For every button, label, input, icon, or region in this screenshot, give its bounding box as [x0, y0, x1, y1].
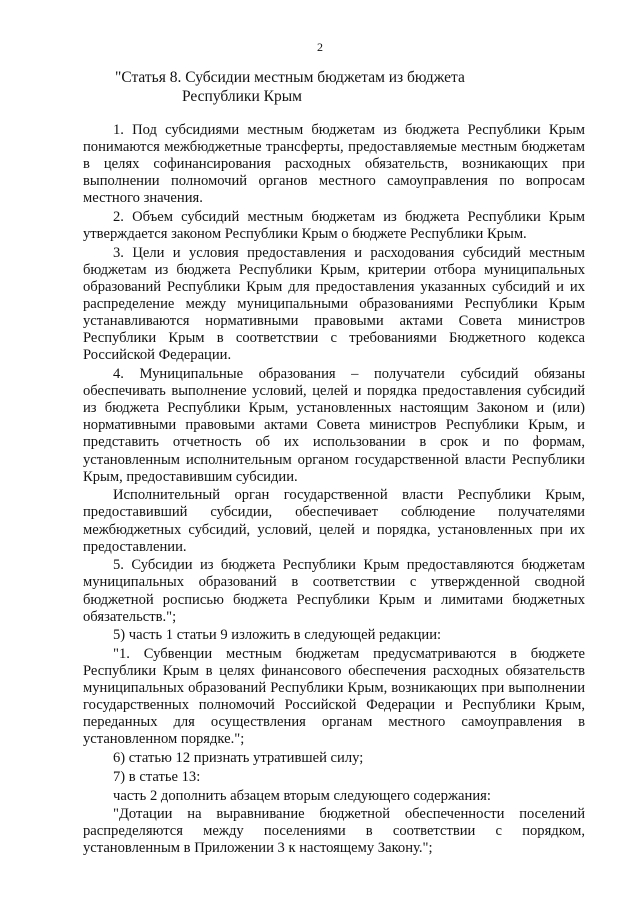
article-title-line-1: "Статья 8. Субсидии местным бюджетам из бюджета: [115, 69, 465, 86]
document-body: [83, 122, 585, 859]
paragraph-4: 4. Муниципальные образования – получатели субсидий обязаны обеспечивать выполнение условий, целей и порядка предоставления субсидий из бюджета Республики Крым, установленных настоящим Законом и (или) нормативными правовыми актами Совета министров Республики Крым, и представить отчетность об их использовании в срок и по формам, установленным исполнительным органом государственной власти Республики Крым, предоставившим субсидии.: [83, 366, 585, 485]
page-number: 2: [317, 40, 323, 54]
paragraph-3: 3. Цели и условия предоставления и расходования субсидий местным бюджетам из бюджета Республики Крым, критерии отбора муниципальных образований Республики Крым для предоставления указанных субсидий и их распределение между муниципальными образованиями Республики Крым устанавливаются нормативными правовыми актами Совета министров Республики Крым в соответствии с требованиями Бюджетного кодекса Российской Федерации.: [83, 244, 585, 364]
article-title-line-2: Республики Крым: [182, 88, 302, 105]
paragraph-1: 1. Под субсидиями местным бюджетам из бюджета Республики Крым понимаются межбюджетные трансферты, предоставляемые местным бюджетам в целях софинансирования расходных обязательств, возникающих при выполнении полномочий органов местного самоуправления по вопросам местного значения.: [83, 122, 585, 207]
amendment-item-7-text: "Дотации на выравнивание бюджетной обеспеченности поселений распределяются между поселениями в соответствии с порядком, установленным в Приложении 3 к настоящему Закону.";: [83, 806, 585, 857]
paragraph-4-continued: Исполнительный орган государственной власти Республики Крым, предоставивший субсидии, обеспечивает соблюдение получателями межбюджетных субсидий, условий, целей и порядка, установленных при их предоставлении.: [83, 487, 585, 555]
paragraph-5: 5. Субсидии из бюджета Республики Крым предоставляются бюджетам муниципальных образований в соответствии с утвержденной сводной бюджетной росписью бюджета Республики Крым и лимитами бюджетных обязательств.";: [83, 557, 585, 625]
amendment-item-5-text: "1. Субвенции местным бюджетам предусматриваются в бюджете Республики Крым в целях финансового обеспечения расходных обязательств муниципальных образований Республики Крым, возникающих при выполнении государственных полномочий Российской Федерации и Республики Крым, переданных для осуществления органам местного самоуправления в установленном порядке.";: [83, 645, 585, 748]
amendment-item-5: 5) часть 1 статьи 9 изложить в следующей редакции:: [113, 627, 442, 644]
amendment-item-6: 6) статью 12 признать утратившей силу;: [113, 750, 364, 767]
amendment-item-7: 7) в статье 13:: [113, 768, 201, 785]
amendment-item-7-part-2: часть 2 дополнить абзацем вторым следующего содержания:: [113, 787, 491, 804]
paragraph-2: 2. Объем субсидий местным бюджетам из бюджета Республики Крым утверждается законом Республики Крым о бюджете Республики Крым.: [83, 209, 585, 243]
article-title: [115, 68, 465, 106]
